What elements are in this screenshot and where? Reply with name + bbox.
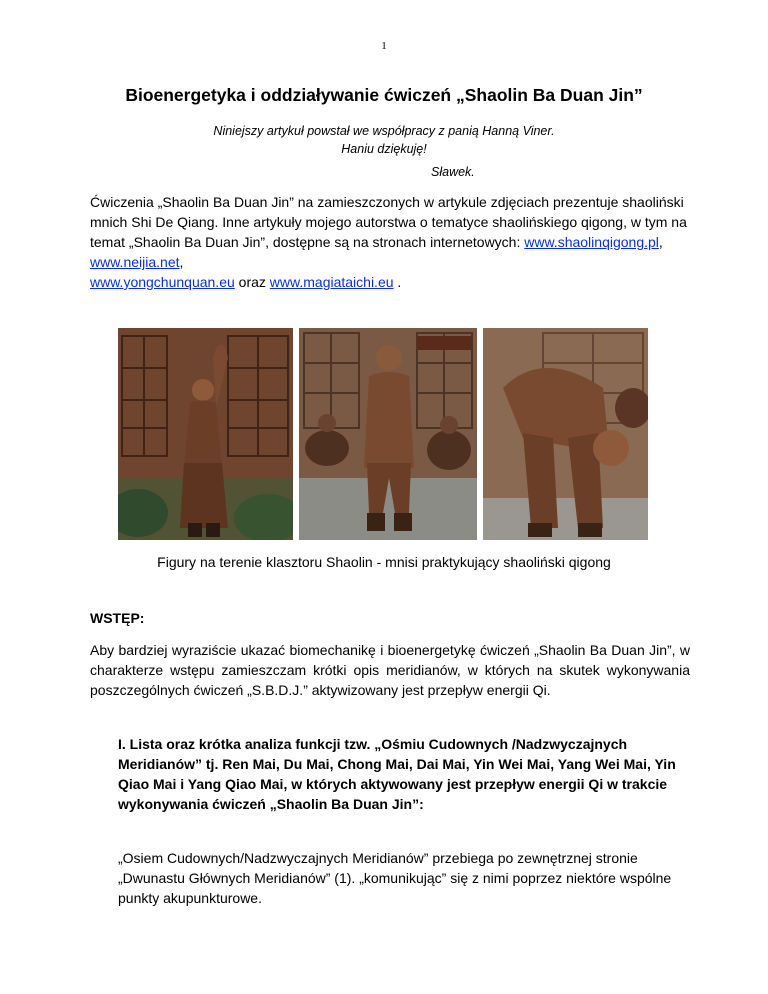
photo-caption: Figury na terenie klasztoru Shaolin - mnisi praktykujący shaoliński qigong [157,554,611,570]
link-magiataichi[interactable]: www.magiataichi.eu [269,274,394,290]
photo-standing-monk [299,328,477,540]
photo-raised-arm-monk [118,328,293,540]
section-paragraph: „Osiem Cudownych/Nadzwyczajnych Meridianów” przebiega po zewnętrznej stronie „Dwunastu Głównych Meridianów” (1). „komunikując” się z nimi poprzez niektóre wspólne punkty akupunkturowe. [118,850,672,906]
section-heading: I. Lista oraz krótka analiza funkcji tzw. „Ośmiu Cudownych /Nadzwyczajnych Meridianów” tj. Ren Mai, Du Mai, Chong Mai, Dai Mai, Yin Wei Mai, Yang Wei Mai, Yin Qiao Mai i Yang Qiao Mai, w których aktywowany jest przepływ energii Qi w trakcie wykonywania ćwiczeń „Shaolin Ba Duan Jin”: [118,736,676,812]
cooperation-line-1: Niniejszy artykuł powstał we współpracy z panią Hanną Viner. [213,124,555,138]
cooperation-line-2: Haniu dziękuję! [341,142,427,156]
separator: , [658,234,663,250]
link-yongchunquan[interactable]: www.yongchunquan.eu [90,274,235,290]
author-signature: Sławek. [431,165,475,179]
intro-paragraph-2: Aby bardziej wyraziście ukazać biomechanikę i bioenergetykę ćwiczeń „Shaolin Ba Duan Jin”, w charakterze wstępu zamieszczam krótki opis meridianów, w których na skutek wykonywania poszczególnych ćwiczeń „S.B.D.J.” aktywizowany jest przepływ energii Qi. [90,642,690,698]
separator: oraz [234,274,270,290]
page-number: 1 [381,40,387,52]
intro-heading: WSTĘP: [90,610,145,626]
intro-paragraph [90,192,690,292]
link-shaolinqigong[interactable]: www.shaolinqigong.pl [524,234,659,250]
article-title: Bioenergetyka i oddziaływanie ćwiczeń „Shaolin Ba Duan Jin” [125,85,643,105]
intro-text: Ćwiczenia „Shaolin Ba Duan Jin” na zamieszczonych w artykule zdjęciach prezentuje shaoliński mnich Shi De Qiang. Inne artykuły mojego autorstwa o tematyce shaolińskiego qigong, w tym na temat „Shaolin Ba Duan Jin”, dostępne są na stronach internetowych: [90,194,687,250]
separator: . [393,274,402,290]
link-neijia[interactable]: www.neijia.net [90,254,180,270]
photo-strip [118,328,648,540]
photo-bending-monk [483,328,648,540]
separator: , [179,254,184,270]
cooperation-note [90,122,678,158]
